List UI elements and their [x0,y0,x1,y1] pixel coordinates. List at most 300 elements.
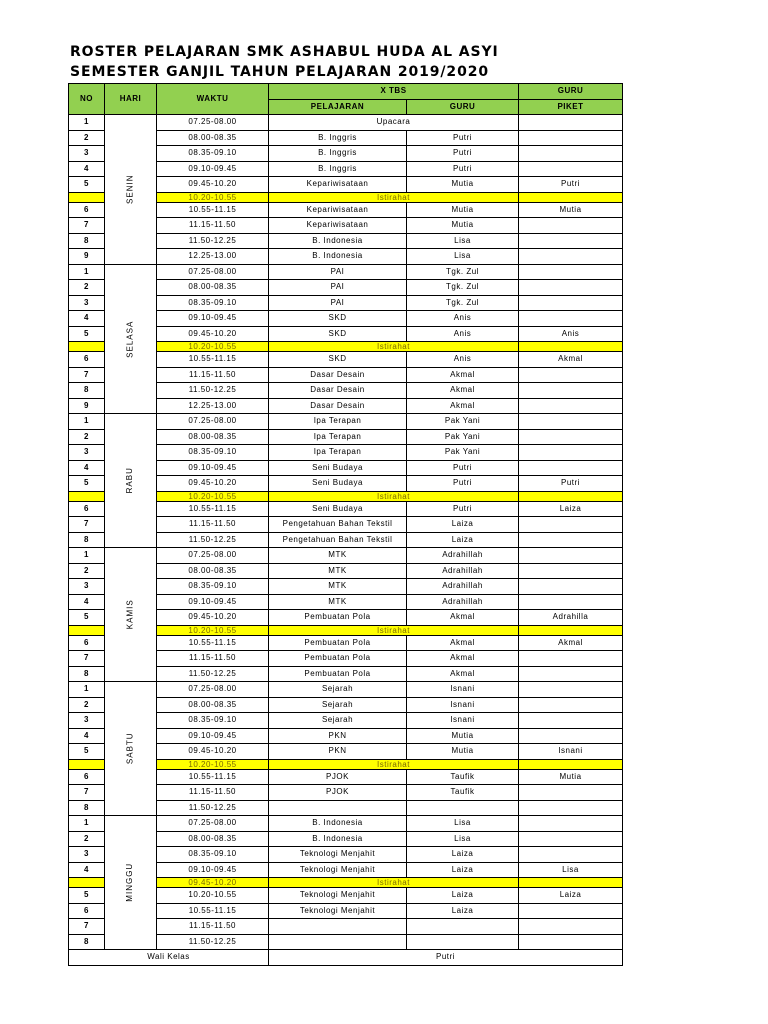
day-name: SENIN [125,174,135,204]
teacher-cell: Lisa [407,233,519,249]
time-cell: 10.55-11.15 [157,635,269,651]
teacher-cell: Mutia [407,744,519,760]
teacher-cell: Adrahillah [407,548,519,564]
time-cell: 10.20-10.55 [157,342,269,352]
piket-cell [519,831,623,847]
piket-cell [519,130,623,146]
footer-row [69,950,623,966]
piket-cell [519,429,623,445]
time-cell: 12.25-13.00 [157,398,269,414]
teacher-cell: Isnani [407,713,519,729]
row-number: 7 [69,919,105,935]
subject-cell: Sejarah [269,697,407,713]
piket-cell [519,697,623,713]
row-number: 2 [69,697,105,713]
piket-cell [519,625,623,635]
time-cell: 10.20-10.55 [157,192,269,202]
teacher-cell: Mutia [407,218,519,234]
subject-cell: Pembuatan Pola [269,666,407,682]
time-cell: 08.00-08.35 [157,831,269,847]
row-number: 1 [69,682,105,698]
time-cell: 09.10-09.45 [157,161,269,177]
teacher-cell [407,800,519,816]
teacher-cell: Laiza [407,862,519,878]
header-class: X TBS [269,84,519,100]
time-cell: 10.20-10.55 [157,888,269,904]
time-cell: 08.00-08.35 [157,697,269,713]
day-cell [105,264,157,414]
subject-cell: Pengetahuan Bahan Tekstil [269,517,407,533]
row-number: 5 [69,326,105,342]
teacher-cell [407,919,519,935]
piket-cell: Isnani [519,744,623,760]
row-number: 4 [69,862,105,878]
time-cell: 11.50-12.25 [157,383,269,399]
piket-cell [519,548,623,564]
piket-cell [519,728,623,744]
piket-cell [519,311,623,327]
teacher-cell: Adrahillah [407,579,519,595]
row-number: 8 [69,233,105,249]
teacher-cell: Pak Yani [407,414,519,430]
subject-cell: Sejarah [269,682,407,698]
time-cell: 08.35-09.10 [157,847,269,863]
teacher-cell: Akmal [407,610,519,626]
time-cell: 08.35-09.10 [157,295,269,311]
piket-cell [519,594,623,610]
row-number: 1 [69,264,105,280]
row-number: 6 [69,635,105,651]
piket-cell: Lisa [519,862,623,878]
piket-cell [519,713,623,729]
piket-cell [519,295,623,311]
subject-cell: Upacara [269,115,519,131]
teacher-cell: Pak Yani [407,429,519,445]
time-cell: 07.25-08.00 [157,682,269,698]
row-number: 9 [69,398,105,414]
subject-cell: Sejarah [269,713,407,729]
piket-cell [519,491,623,501]
subject-cell: Seni Budaya [269,460,407,476]
subject-cell: Kepariwisataan [269,218,407,234]
subject-cell: Pembuatan Pola [269,635,407,651]
piket-cell [519,146,623,162]
piket-cell [519,414,623,430]
subject-cell: Dasar Desain [269,383,407,399]
row-number: 1 [69,414,105,430]
row-number: 2 [69,831,105,847]
teacher-cell: Putri [407,476,519,492]
row-number [69,625,105,635]
subject-cell: MTK [269,563,407,579]
time-cell: 10.55-11.15 [157,769,269,785]
teacher-cell: Akmal [407,635,519,651]
day-cell [105,414,157,548]
row-number: 1 [69,115,105,131]
time-cell: 09.45-10.20 [157,610,269,626]
time-cell: 09.45-10.20 [157,476,269,492]
row-number: 4 [69,728,105,744]
piket-cell [519,903,623,919]
break-label: Istirahat [269,491,519,501]
piket-cell [519,383,623,399]
teacher-cell: Taufik [407,769,519,785]
teacher-cell: Anis [407,326,519,342]
row-number: 2 [69,130,105,146]
row-number: 6 [69,903,105,919]
piket-cell [519,682,623,698]
time-cell: 08.35-09.10 [157,579,269,595]
subject-cell: Pengetahuan Bahan Tekstil [269,532,407,548]
time-cell: 09.10-09.45 [157,594,269,610]
piket-cell [519,280,623,296]
piket-cell [519,233,623,249]
row-number [69,878,105,888]
row-number: 3 [69,713,105,729]
row-number: 5 [69,888,105,904]
subject-cell: Pembuatan Pola [269,610,407,626]
piket-cell [519,517,623,533]
row-number: 1 [69,816,105,832]
subject-cell: Seni Budaya [269,476,407,492]
row-number: 3 [69,847,105,863]
header-no: NO [69,84,105,115]
subject-cell: PKN [269,744,407,760]
row-number [69,491,105,501]
subject-cell [269,919,407,935]
header-pelajaran: PELAJARAN [269,99,407,115]
piket-cell [519,651,623,667]
header-row-top [69,84,623,100]
teacher-cell: Akmal [407,666,519,682]
day-name: KAMIS [125,599,135,630]
time-cell: 08.35-09.10 [157,713,269,729]
subject-cell: Teknologi Menjahit [269,847,407,863]
teacher-cell: Akmal [407,398,519,414]
time-cell: 09.45-10.20 [157,744,269,760]
piket-cell: Mutia [519,202,623,218]
row-number: 4 [69,161,105,177]
row-number: 7 [69,367,105,383]
row-number: 7 [69,218,105,234]
time-cell: 11.15-11.50 [157,367,269,383]
row-number: 5 [69,744,105,760]
teacher-cell: Isnani [407,697,519,713]
teacher-cell: Pak Yani [407,445,519,461]
day-name: SELASA [125,320,135,358]
row-number [69,192,105,202]
teacher-cell: Anis [407,311,519,327]
subject-cell: Teknologi Menjahit [269,862,407,878]
subject-cell: MTK [269,579,407,595]
piket-cell [519,579,623,595]
piket-cell [519,532,623,548]
document-subtitle: SEMESTER GANJIL TAHUN PELAJARAN 2019/2020 [70,64,489,80]
subject-cell: Dasar Desain [269,398,407,414]
row-number: 4 [69,460,105,476]
teacher-cell: Laiza [407,847,519,863]
subject-cell: PAI [269,264,407,280]
row-number: 2 [69,429,105,445]
break-label: Istirahat [269,192,519,202]
time-cell: 09.45-10.20 [157,177,269,193]
teacher-cell: Tgk. Zul [407,295,519,311]
time-cell: 11.50-12.25 [157,800,269,816]
piket-cell [519,264,623,280]
subject-cell: Dasar Desain [269,367,407,383]
piket-cell: Laiza [519,501,623,517]
footer-label: Wali Kelas [69,950,269,966]
day-name: SABTU [125,732,135,765]
time-cell: 07.25-08.00 [157,414,269,430]
subject-cell: B. Indonesia [269,831,407,847]
time-cell: 11.50-12.25 [157,233,269,249]
day-cell [105,115,157,265]
time-cell: 10.55-11.15 [157,202,269,218]
footer-value: Putri [269,950,623,966]
time-cell: 10.55-11.15 [157,903,269,919]
time-cell: 11.15-11.50 [157,785,269,801]
piket-cell [519,878,623,888]
subject-cell: MTK [269,548,407,564]
piket-cell [519,919,623,935]
subject-cell: Teknologi Menjahit [269,888,407,904]
piket-cell: Laiza [519,888,623,904]
row-number: 6 [69,769,105,785]
teacher-cell: Mutia [407,177,519,193]
teacher-cell: Akmal [407,651,519,667]
teacher-cell: Adrahillah [407,563,519,579]
teacher-cell: Mutia [407,202,519,218]
subject-cell: B. Indonesia [269,249,407,265]
teacher-cell: Putri [407,501,519,517]
piket-cell [519,445,623,461]
row-number: 5 [69,476,105,492]
subject-cell: Seni Budaya [269,501,407,517]
row-number: 7 [69,651,105,667]
piket-cell [519,460,623,476]
row-number: 8 [69,934,105,950]
header-guru: GURU [407,99,519,115]
time-cell: 09.10-09.45 [157,311,269,327]
row-number: 8 [69,383,105,399]
subject-cell: Teknologi Menjahit [269,903,407,919]
teacher-cell: Putri [407,130,519,146]
roster-table [68,83,623,966]
row-number: 8 [69,532,105,548]
row-number: 8 [69,666,105,682]
time-cell: 07.25-08.00 [157,548,269,564]
break-label: Istirahat [269,625,519,635]
header-guru-top: GURU [519,84,623,100]
piket-cell [519,563,623,579]
time-cell: 11.15-11.50 [157,651,269,667]
subject-cell: PAI [269,280,407,296]
piket-cell [519,934,623,950]
row-number: 7 [69,785,105,801]
time-cell: 10.20-10.55 [157,625,269,635]
piket-cell: Mutia [519,769,623,785]
subject-cell: B. Inggris [269,161,407,177]
subject-cell [269,800,407,816]
subject-cell [269,934,407,950]
time-cell: 10.55-11.15 [157,501,269,517]
subject-cell: PJOK [269,785,407,801]
time-cell: 08.35-09.10 [157,445,269,461]
piket-cell [519,115,623,131]
time-cell: 11.15-11.50 [157,517,269,533]
time-cell: 11.50-12.25 [157,934,269,950]
row-number: 1 [69,548,105,564]
time-cell: 07.25-08.00 [157,264,269,280]
day-cell [105,816,157,950]
time-cell: 12.25-13.00 [157,249,269,265]
subject-cell: SKD [269,352,407,368]
teacher-cell: Akmal [407,367,519,383]
teacher-cell [407,934,519,950]
teacher-cell: Laiza [407,888,519,904]
break-label: Istirahat [269,759,519,769]
piket-cell [519,192,623,202]
time-cell: 08.00-08.35 [157,563,269,579]
day-name: RABU [125,467,135,494]
row-number: 7 [69,517,105,533]
teacher-cell: Adrahillah [407,594,519,610]
row-number: 2 [69,563,105,579]
time-cell: 09.45-10.20 [157,326,269,342]
table-row [69,115,623,131]
piket-cell: Anis [519,326,623,342]
subject-cell: B. Indonesia [269,233,407,249]
subject-cell: Pembuatan Pola [269,651,407,667]
time-cell: 08.35-09.10 [157,146,269,162]
piket-cell: Akmal [519,352,623,368]
header-hari: HARI [105,84,157,115]
teacher-cell: Laiza [407,532,519,548]
row-number: 5 [69,610,105,626]
row-number: 5 [69,177,105,193]
time-cell: 10.20-10.55 [157,491,269,501]
subject-cell: Ipa Terapan [269,445,407,461]
teacher-cell: Isnani [407,682,519,698]
teacher-cell: Tgk. Zul [407,264,519,280]
subject-cell: SKD [269,326,407,342]
teacher-cell: Putri [407,146,519,162]
teacher-cell: Lisa [407,831,519,847]
subject-cell: B. Inggris [269,130,407,146]
piket-cell [519,785,623,801]
row-number: 3 [69,295,105,311]
subject-cell: PJOK [269,769,407,785]
break-label: Istirahat [269,342,519,352]
subject-cell: MTK [269,594,407,610]
piket-cell: Putri [519,177,623,193]
piket-cell [519,666,623,682]
row-number: 6 [69,352,105,368]
row-number: 9 [69,249,105,265]
row-number: 6 [69,202,105,218]
row-number: 3 [69,579,105,595]
day-cell [105,548,157,682]
time-cell: 09.45-10.20 [157,878,269,888]
time-cell: 07.25-08.00 [157,115,269,131]
piket-cell [519,367,623,383]
subject-cell: B. Inggris [269,146,407,162]
time-cell: 09.10-09.45 [157,728,269,744]
table-row [69,682,623,698]
piket-cell: Putri [519,476,623,492]
row-number: 6 [69,501,105,517]
time-cell: 10.55-11.15 [157,352,269,368]
subject-cell: SKD [269,311,407,327]
teacher-cell: Lisa [407,816,519,832]
time-cell: 11.15-11.50 [157,218,269,234]
piket-cell [519,759,623,769]
piket-cell [519,847,623,863]
time-cell: 10.20-10.55 [157,759,269,769]
teacher-cell: Mutia [407,728,519,744]
time-cell: 11.15-11.50 [157,919,269,935]
teacher-cell: Taufik [407,785,519,801]
teacher-cell: Putri [407,460,519,476]
time-cell: 08.00-08.35 [157,130,269,146]
row-number: 3 [69,146,105,162]
subject-cell: Ipa Terapan [269,429,407,445]
day-name: MINGGU [125,863,135,902]
teacher-cell: Akmal [407,383,519,399]
row-number: 4 [69,594,105,610]
time-cell: 07.25-08.00 [157,816,269,832]
piket-cell [519,398,623,414]
subject-cell: Ipa Terapan [269,414,407,430]
teacher-cell: Lisa [407,249,519,265]
row-number [69,342,105,352]
table-row [69,414,623,430]
subject-cell: B. Indonesia [269,816,407,832]
time-cell: 11.50-12.25 [157,666,269,682]
piket-cell [519,161,623,177]
day-cell [105,682,157,816]
header-piket: PIKET [519,99,623,115]
break-label: Istirahat [269,878,519,888]
row-number: 3 [69,445,105,461]
teacher-cell: Anis [407,352,519,368]
time-cell: 08.00-08.35 [157,280,269,296]
table-row [69,264,623,280]
piket-cell: Adrahilla [519,610,623,626]
teacher-cell: Laiza [407,903,519,919]
piket-cell: Akmal [519,635,623,651]
table-row [69,548,623,564]
row-number: 4 [69,311,105,327]
time-cell: 09.10-09.45 [157,862,269,878]
time-cell: 08.00-08.35 [157,429,269,445]
piket-cell [519,218,623,234]
piket-cell [519,249,623,265]
table-row [69,816,623,832]
subject-cell: PKN [269,728,407,744]
row-number: 2 [69,280,105,296]
subject-cell: Kepariwisataan [269,177,407,193]
time-cell: 11.50-12.25 [157,532,269,548]
teacher-cell: Laiza [407,517,519,533]
time-cell: 09.10-09.45 [157,460,269,476]
subject-cell: Kepariwisataan [269,202,407,218]
piket-cell [519,816,623,832]
teacher-cell: Tgk. Zul [407,280,519,296]
teacher-cell: Putri [407,161,519,177]
piket-cell [519,800,623,816]
